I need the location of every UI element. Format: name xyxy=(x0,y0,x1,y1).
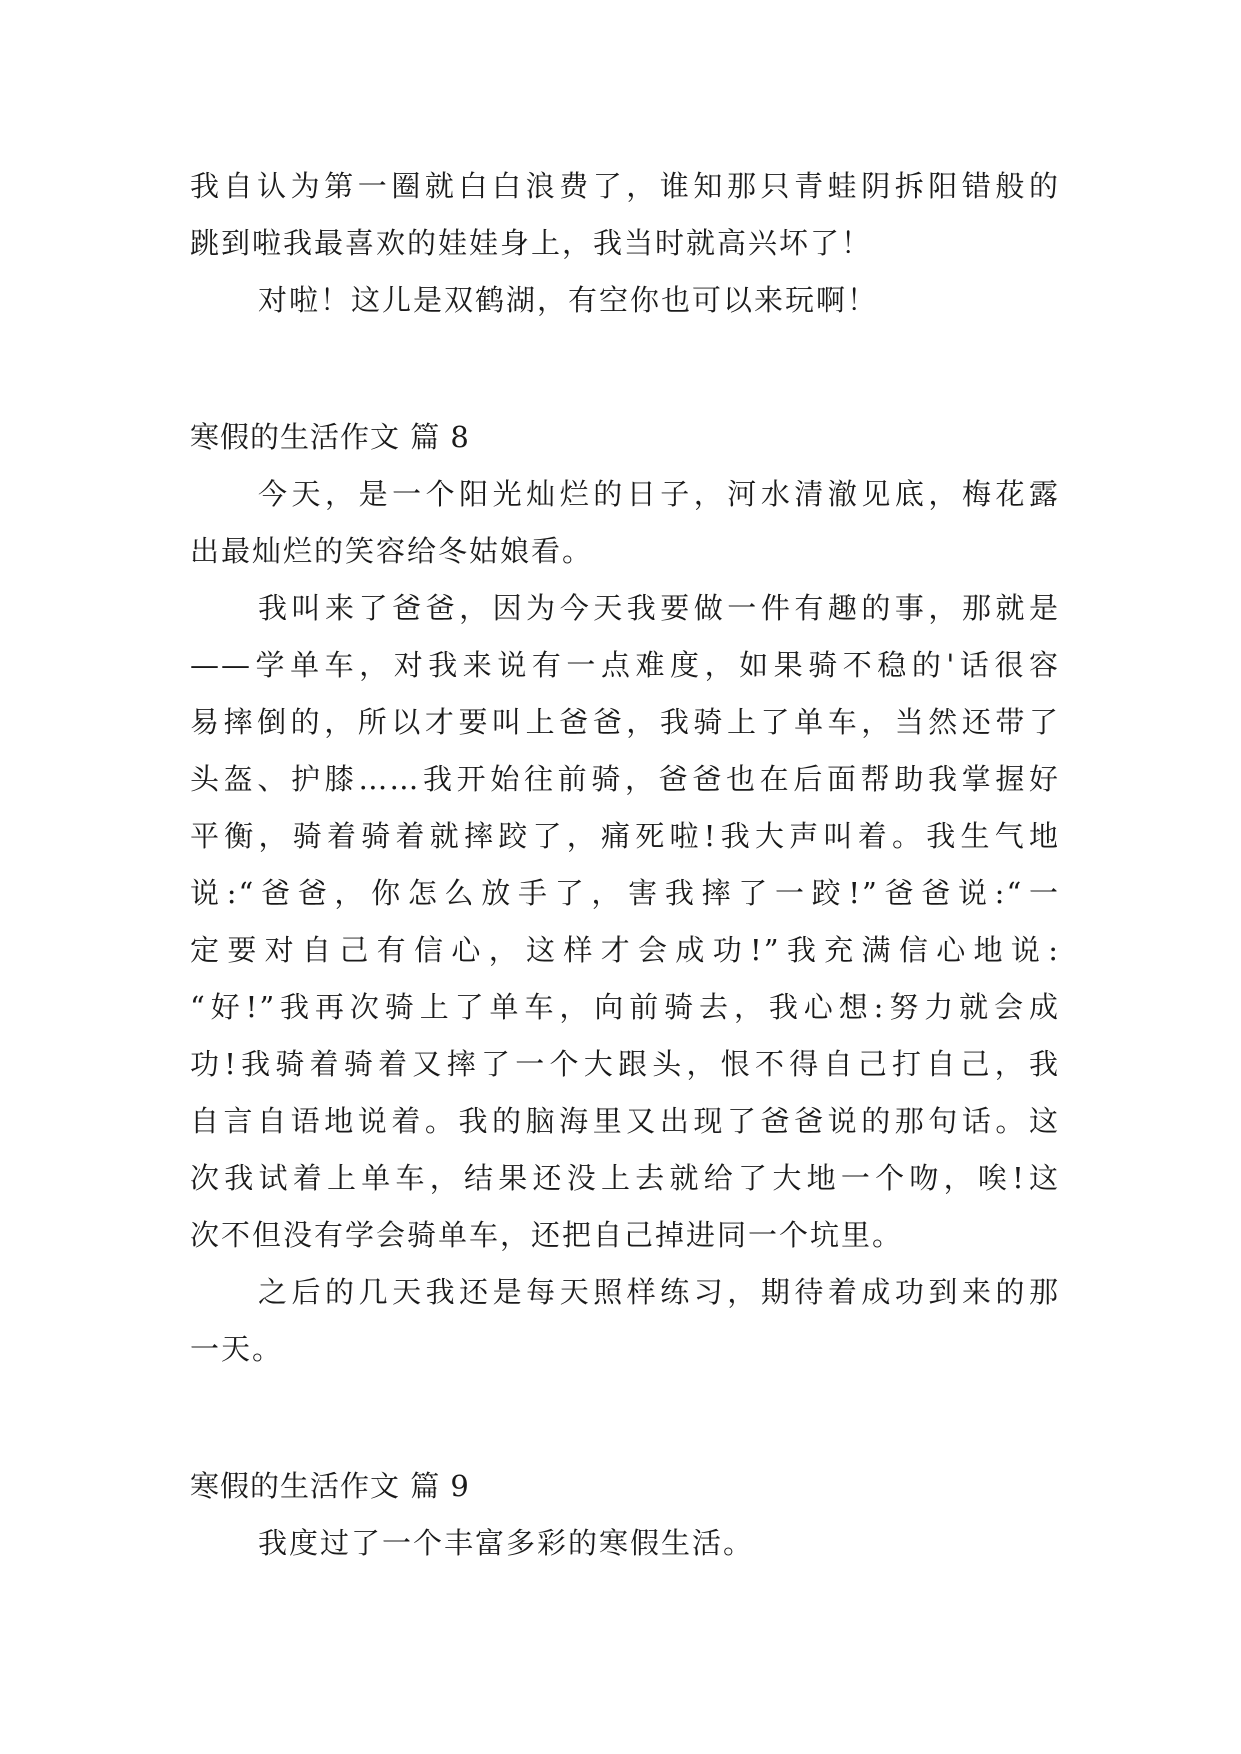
paragraph-line: 我叫来了爸爸，因为今天我要做一件有趣的事，那就是 xyxy=(258,591,1060,625)
paragraph-line: 我自认为第一圈就白白浪费了，谁知那只青蛙阴拆阳错般的 xyxy=(190,169,1060,203)
section-gap xyxy=(190,1378,1060,1458)
paragraph-line: ——学单车，对我来说有一点难度，如果骑不稳的'话很容 xyxy=(190,648,1060,682)
section-heading: 寒假的生活作文 篇 9 xyxy=(190,1469,470,1503)
paragraph-line: 自言自语地说着。我的脑海里又出现了爸爸说的那句话。这 xyxy=(190,1104,1060,1138)
paragraph-line: 我度过了一个丰富多彩的寒假生活。 xyxy=(258,1526,755,1560)
paragraph-line: 次不但没有学会骑单车，还把自己掉进同一个坑里。 xyxy=(190,1218,904,1252)
paragraph-line: 之后的几天我还是每天照样练习，期待着成功到来的那 xyxy=(258,1275,1060,1309)
paragraph-line: 一天。 xyxy=(190,1332,284,1366)
document-body xyxy=(190,158,1060,1572)
paragraph-line: 易摔倒的，所以才要叫上爸爸，我骑上了单车，当然还带了 xyxy=(190,705,1060,739)
paragraph-line: “好!”我再次骑上了单车，向前骑去，我心想:努力就会成 xyxy=(190,990,1060,1024)
paragraph-line: 出最灿烂的笑容给冬姑娘看。 xyxy=(190,534,594,568)
paragraph-line: 跳到啦我最喜欢的娃娃身上，我当时就高兴坏了！ xyxy=(190,226,873,260)
paragraph-line: 头盔、护膝……我开始往前骑，爸爸也在后面帮助我掌握好 xyxy=(190,762,1060,796)
paragraph-line: 定要对自己有信心，这样才会成功!”我充满信心地说: xyxy=(190,933,1060,967)
paragraph-line: 说:“爸爸，你怎么放手了，害我摔了一跤!”爸爸说:“一 xyxy=(190,876,1060,910)
paragraph-line: 平衡，骑着骑着就摔跤了，痛死啦!我大声叫着。我生气地 xyxy=(190,819,1060,853)
paragraph-line: 对啦！这儿是双鹤湖，有空你也可以来玩啊！ xyxy=(258,283,879,317)
section-heading: 寒假的生活作文 篇 8 xyxy=(190,420,470,454)
paragraph-line: 今天，是一个阳光灿烂的日子，河水清澈见底，梅花露 xyxy=(258,477,1060,511)
paragraph-line: 次我试着上单车，结果还没上去就给了大地一个吻，唉!这 xyxy=(190,1161,1060,1195)
section-gap xyxy=(190,329,1060,409)
paragraph-line: 功!我骑着骑着又摔了一个大跟头，恨不得自己打自己，我 xyxy=(190,1047,1060,1081)
